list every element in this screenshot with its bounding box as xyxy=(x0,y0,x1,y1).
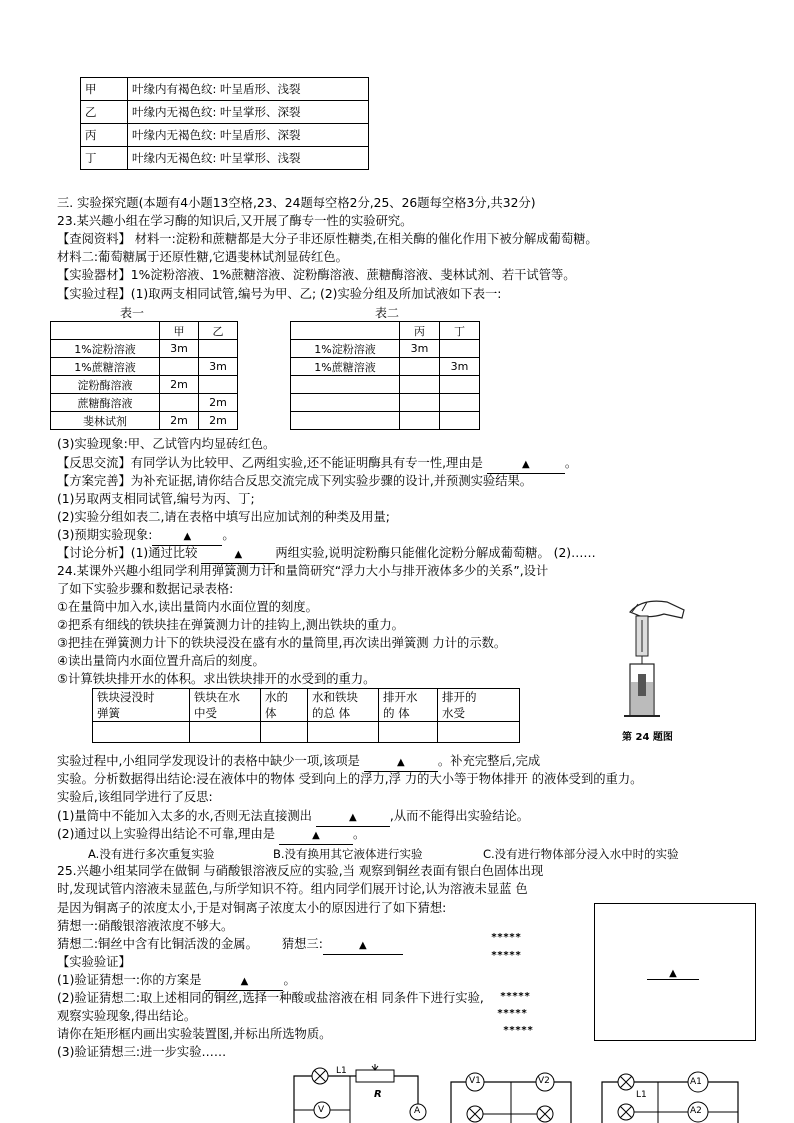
table-header xyxy=(261,689,308,722)
table-row[interactable] xyxy=(291,412,480,430)
table-cell xyxy=(160,358,199,376)
table-row xyxy=(51,376,238,394)
table-row[interactable] xyxy=(291,376,480,394)
q23-process: 【实验过程】(1)取两支相同试管,编号为甲、乙; (2)实验分组及所加试液如下表一: xyxy=(57,287,502,301)
lamp-label: L1 xyxy=(636,1090,647,1100)
table-cell: 3m xyxy=(160,340,199,358)
q23-phenomenon: (3)实验现象:甲、乙试管内均显砖红色。 xyxy=(57,437,276,451)
table-row xyxy=(81,147,369,170)
question-text: 。 xyxy=(222,528,235,542)
table-cell: 1%淀粉溶液 xyxy=(291,340,400,358)
answer-blank[interactable] xyxy=(323,936,403,955)
table-one-title: 表一 xyxy=(120,306,145,320)
answer-cell[interactable] xyxy=(440,394,480,412)
q23-material-two: 材料二:葡萄糖属于还原性糖,它遇斐林试剂显砖红色。 xyxy=(57,250,348,264)
answer-blank[interactable] xyxy=(279,826,353,845)
header-line: 中受 xyxy=(194,706,217,720)
stars-mark: ***** xyxy=(491,950,522,961)
q25-verify-title: 【实验验证】 xyxy=(57,955,131,969)
q23-plan: 【方案完善】为补充证据,请你结合反思交流完成下列实验步骤的设计,并预测实验结果。 xyxy=(57,474,533,488)
table-cell[interactable] xyxy=(308,722,379,743)
table-cell: 甲 xyxy=(81,78,128,101)
q24-step-3: ③把挂在弹簧测力计下的铁块浸没在盛有水的量筒里,再次读出弹簧测 力计的示数。 xyxy=(57,636,507,650)
option-b[interactable]: B.没有换用其它液体进行实验 xyxy=(273,847,423,861)
table-row xyxy=(81,78,369,101)
table-cell[interactable] xyxy=(438,722,520,743)
ammeter-label: A xyxy=(414,1106,421,1116)
answer-cell[interactable] xyxy=(291,394,400,412)
question-text: (1)验证猜想一:你的方案是 xyxy=(57,973,202,987)
table-row xyxy=(291,358,480,376)
header-line: 水的 xyxy=(265,690,288,704)
table-cell: 2m xyxy=(160,412,199,430)
question-text: 。 xyxy=(564,456,578,470)
option-a[interactable]: A.没有进行多次重复实验 xyxy=(88,847,215,861)
table-row xyxy=(51,340,238,358)
stars-mark: ***** xyxy=(491,932,522,943)
answer-cell[interactable] xyxy=(400,376,440,394)
q24-step-2: ②把系有细线的铁块挂在弹簧测力计的挂钩上,测出铁块的重力。 xyxy=(57,618,404,632)
q23-intro: 23.某兴趣小组在学习酶的知识后,又开展了酶专一性的实验研究。 xyxy=(57,214,413,228)
header-line: 的 体 xyxy=(383,706,410,720)
table-header xyxy=(308,689,379,722)
q23-step-1: (1)另取两支相同试管,编号为丙、丁; xyxy=(57,492,255,506)
table-cell: 斐林试剂 xyxy=(51,412,160,430)
table-row xyxy=(51,322,238,340)
section-title: 三. 实验探究题(本题有4小题13空格,23、24题每空格2分,25、26题每空格3分,共32分) xyxy=(57,196,536,210)
header-line: 水受 xyxy=(442,706,465,720)
answer-marker: ▲ xyxy=(234,549,243,560)
table-cell: 3m xyxy=(440,358,480,376)
table-two xyxy=(290,321,480,430)
question-text: 【反思交流】有同学认为比较甲、乙两组实验,还不能证明酶具有专一性,理由是 xyxy=(57,456,483,470)
q24-step-4: ④读出量筒内水面位置升高后的刻度。 xyxy=(57,654,265,668)
table-cell: 丁 xyxy=(81,147,128,170)
header-line: 排开水 xyxy=(383,690,418,704)
table-cell[interactable] xyxy=(190,722,261,743)
table-cell: 2m xyxy=(199,394,238,412)
question-text: 实验过程中,小组同学发现设计的表格中缺少一项,该项是 xyxy=(57,754,360,768)
answer-blank[interactable] xyxy=(487,455,565,474)
stars-mark: ***** xyxy=(503,1025,534,1036)
lamp-label: L1 xyxy=(336,1066,347,1076)
table-row xyxy=(51,412,238,430)
q24-conclusion: 实验。分析数据得出结论:浸在液体中的物体 受到向上的浮力,浮 力的大小等于物体排开 的液体受到的重力。 xyxy=(57,772,643,786)
answer-marker: ▲ xyxy=(359,940,367,951)
table-two-title: 表二 xyxy=(375,306,400,320)
answer-blank[interactable] xyxy=(205,972,283,991)
voltmeter-1-label: V1 xyxy=(469,1076,481,1086)
table-row xyxy=(51,358,238,376)
stars-mark: ***** xyxy=(497,1008,528,1019)
q24-intro: 24.某课外兴趣小组同学利用弹簧测力计和量筒研究“浮力大小与排开液体多少的关系”,设计 xyxy=(57,564,549,578)
q25-intro-3: 是因为铜离子的浓度太小,于是对铜离子浓度太小的原因进行了如下猜想: xyxy=(57,901,447,915)
spring-scale-cylinder-figure xyxy=(612,590,692,725)
header-line: 铁块在水 xyxy=(194,690,240,704)
resistor-label: R xyxy=(374,1089,382,1100)
leaf-key-table xyxy=(80,77,369,170)
q25-verify-2b: 观察实验现象,得出结论。 xyxy=(57,1009,197,1023)
question-text: ,从而不能得出实验结论。 xyxy=(389,809,530,823)
question-text: 。 xyxy=(353,827,366,841)
header-line: 排开的 xyxy=(442,690,477,704)
q25-verify-1 xyxy=(57,972,296,991)
table-cell: 2m xyxy=(160,376,199,394)
question-text: (3)预期实验现象: xyxy=(57,528,153,542)
table-row xyxy=(93,689,520,722)
answer-cell[interactable] xyxy=(291,412,400,430)
table-row[interactable] xyxy=(291,394,480,412)
table-cell: 2m xyxy=(199,412,238,430)
header-line: 水和铁块 xyxy=(312,690,358,704)
table-cell: 1%淀粉溶液 xyxy=(51,340,160,358)
table-header xyxy=(379,689,438,722)
table-cell: 丁 xyxy=(440,322,480,340)
table-header xyxy=(93,689,190,722)
table-row[interactable] xyxy=(93,722,520,743)
question-text: 猜想三: xyxy=(281,937,323,951)
question-text: 。 xyxy=(283,973,296,987)
option-c[interactable]: C.没有进行物体部分浸入水中时的实验 xyxy=(483,847,679,861)
table-cell: 3m xyxy=(400,340,440,358)
table-header xyxy=(190,689,261,722)
table-row xyxy=(291,322,480,340)
q24-intro-2: 了如下实验步骤和数据记录表格: xyxy=(57,582,234,596)
q23-step-2: (2)实验分组如表二,请在表格中填写出应加试剂的种类及用量; xyxy=(57,510,390,524)
question-text: 猜想二:铜丝中含有比铜活泼的金属。 xyxy=(57,937,258,951)
answer-marker: ▲ xyxy=(349,812,357,823)
q24-data-table xyxy=(92,688,520,743)
table-cell xyxy=(400,358,440,376)
q23-discussion xyxy=(57,545,596,564)
question-text: 。补充完整后,完成 xyxy=(437,754,541,768)
table-cell: 甲 xyxy=(160,322,199,340)
q25-intro: 25.兴趣小组某同学在做铜 与硝酸银溶液反应的实验,当 观察到铜丝表面有银白色固体出现 xyxy=(57,864,544,878)
question-text: 两组实验,说明淀粉酶只能催化淀粉分解成葡萄糖。 (2)…… xyxy=(275,546,596,560)
answer-cell[interactable] xyxy=(400,394,440,412)
stars-mark: ***** xyxy=(500,991,531,1002)
q24-reflection: 实验后,该组同学进行了反思: xyxy=(57,790,213,804)
answer-blank[interactable] xyxy=(152,527,222,546)
q23-reflection xyxy=(57,455,577,474)
question-text: (1)量筒中不能加入太多的水,否则无法直接测出 xyxy=(57,809,312,823)
table-cell: 丙 xyxy=(400,322,440,340)
table-cell: 蔗糖酶溶液 xyxy=(51,394,160,412)
q24-step-5: ⑤计算铁块排开水的体积。求出铁块排开的水受到的重力。 xyxy=(57,672,376,686)
ammeter-1-label: A1 xyxy=(690,1077,702,1087)
table-cell[interactable] xyxy=(379,722,438,743)
table-row xyxy=(81,124,369,147)
q24-missing-item xyxy=(57,753,540,772)
answer-marker: ▲ xyxy=(647,968,699,980)
q24-reflection-2 xyxy=(57,826,365,845)
table-cell: 乙 xyxy=(81,101,128,124)
header-line: 体 xyxy=(265,706,277,720)
answer-cell[interactable] xyxy=(291,376,400,394)
answer-marker: ▲ xyxy=(397,757,405,768)
q23-material-one: 【查阅资料】 材料一:淀粉和蔗糖都是大分子非还原性糖类,在相关酶的催化作用下被分解成葡萄糖。 xyxy=(57,232,598,246)
table-cell: 叶缘内无褐色纹: 叶呈掌形、深裂 xyxy=(128,101,369,124)
answer-marker: ▲ xyxy=(240,976,249,987)
q25-intro-2: 时,发现试管内溶液未显蓝色,与所学知识不符。组内同学们展开讨论,认为溶液未显蓝 色 xyxy=(57,882,528,896)
q25-draw-instruction: 请你在矩形框内画出实验装置图,并标出所选物质。 xyxy=(57,1027,332,1041)
table-cell: 淀粉酶溶液 xyxy=(51,376,160,394)
table-cell: 1%蔗糖溶液 xyxy=(291,358,400,376)
table-cell xyxy=(51,322,160,340)
table-cell: 叶缘内无褐色纹: 叶呈掌形、浅裂 xyxy=(128,147,369,170)
table-cell[interactable] xyxy=(93,722,190,743)
voltmeter-2-label: V2 xyxy=(538,1076,550,1086)
header-line: 弹簧 xyxy=(97,706,120,720)
q25-guess-2 xyxy=(57,936,403,955)
table-row xyxy=(51,394,238,412)
voltmeter-label: V xyxy=(318,1105,325,1115)
answer-cell[interactable] xyxy=(440,376,480,394)
circuit-diagram-2 xyxy=(445,1064,580,1123)
figure-caption: 第 24 题图 xyxy=(622,732,673,743)
table-cell xyxy=(199,376,238,394)
q25-verify-2: (2)验证猜想二:取上述相同的铜丝,选择一种酸或盐溶液在相 同条件下进行实验, xyxy=(57,991,484,1005)
answer-blank[interactable] xyxy=(316,808,390,827)
header-line: 铁块浸没时 xyxy=(97,690,155,704)
table-cell xyxy=(199,340,238,358)
question-text: (2)通过以上实验得出结论不可靠,理由是 xyxy=(57,827,276,841)
answer-marker: ▲ xyxy=(183,531,192,542)
table-cell[interactable] xyxy=(261,722,308,743)
answer-marker: ▲ xyxy=(312,830,320,841)
q24-step-1: ①在量筒中加入水,读出量筒内水面位置的刻度。 xyxy=(57,600,318,614)
table-cell: 乙 xyxy=(199,322,238,340)
drawing-box[interactable] xyxy=(594,903,756,1041)
table-cell xyxy=(160,394,199,412)
table-cell: 3m xyxy=(199,358,238,376)
q25-verify-3: (3)验证猜想三:进一步实验…… xyxy=(57,1045,227,1059)
table-cell: 1%蔗糖溶液 xyxy=(51,358,160,376)
ammeter-2-label: A2 xyxy=(690,1106,702,1116)
answer-blank[interactable] xyxy=(364,753,438,772)
circuit-diagram-3 xyxy=(598,1064,748,1123)
answer-cell[interactable] xyxy=(440,412,480,430)
question-text: 【讨论分析】(1)通过比较 xyxy=(57,546,198,560)
table-header xyxy=(438,689,520,722)
q25-guess-1: 猜想一:硝酸银溶液浓度不够大。 xyxy=(57,919,234,933)
table-row xyxy=(291,340,480,358)
table-row xyxy=(81,101,369,124)
table-cell: 叶缘内无褐色纹: 叶呈盾形、深裂 xyxy=(128,124,369,147)
table-cell: 丙 xyxy=(81,124,128,147)
answer-cell[interactable] xyxy=(400,412,440,430)
q24-reflection-1 xyxy=(57,808,529,827)
table-cell xyxy=(291,322,400,340)
table-cell: 叶缘内有褐色纹: 叶呈盾形、浅裂 xyxy=(128,78,369,101)
q23-equipment: 【实验器材】1%淀粉溶液、1%蔗糖溶液、淀粉酶溶液、蔗糖酶溶液、斐林试剂、若干试管等。 xyxy=(57,268,576,282)
header-line: 的总 体 xyxy=(312,706,351,720)
table-one xyxy=(50,321,238,430)
answer-blank[interactable] xyxy=(201,545,275,564)
table-cell xyxy=(440,340,480,358)
answer-marker: ▲ xyxy=(521,459,530,470)
q23-step-3 xyxy=(57,527,235,546)
